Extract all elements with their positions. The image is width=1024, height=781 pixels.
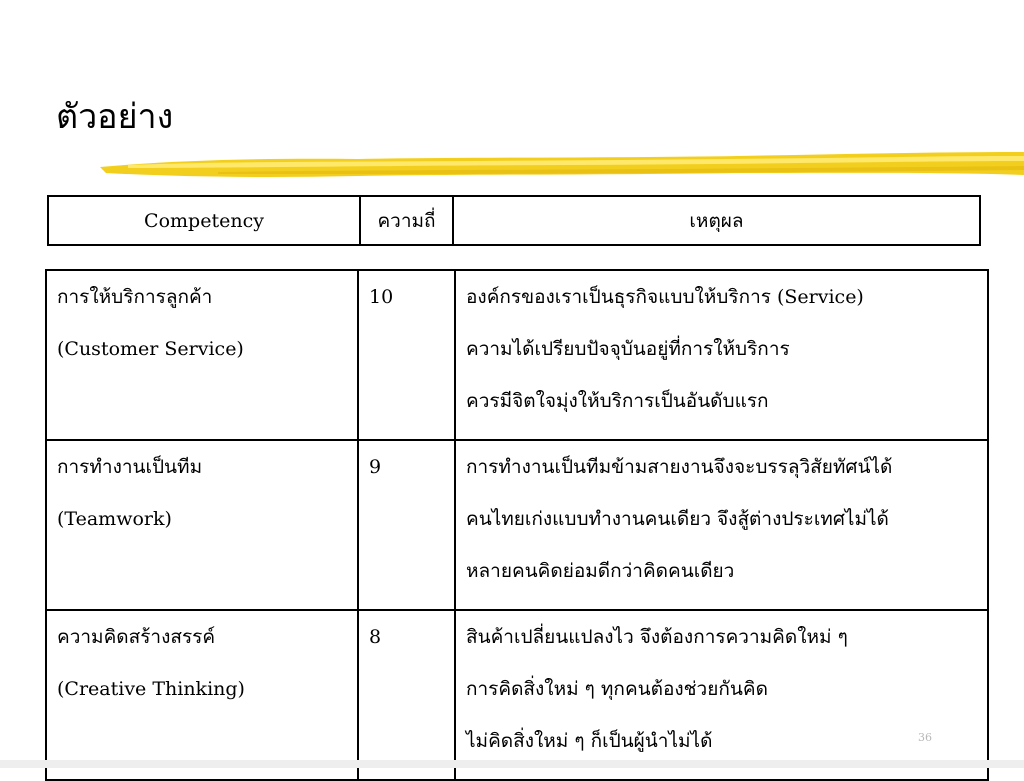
frequency-value: 10 bbox=[369, 286, 394, 308]
competency-cell bbox=[46, 610, 358, 780]
frequency-value: 9 bbox=[369, 456, 382, 478]
slide-title: ตัวอย่าง bbox=[56, 97, 174, 137]
reason-cell bbox=[455, 270, 988, 440]
reason-line: ความได้เปรียบปัจจุบันอยู่ที่การให้บริการ bbox=[466, 338, 790, 360]
table-row bbox=[46, 270, 988, 440]
reason-line: การทำงานเป็นทีมข้ามสายงานจึงจะบรรลุวิสัยทัศน์ได้ bbox=[466, 456, 893, 478]
frequency-cell bbox=[358, 440, 455, 610]
competency-cell bbox=[46, 270, 358, 440]
reason-line: ไม่คิดสิ่งใหม่ ๆ ก็เป็นผู้นำไม่ได้ bbox=[466, 730, 713, 752]
frequency-cell bbox=[358, 610, 455, 780]
competency-name-en: (Customer Service) bbox=[57, 338, 244, 360]
footer-band bbox=[0, 760, 1024, 768]
frequency-value: 8 bbox=[369, 626, 382, 648]
competency-name-en: (Teamwork) bbox=[57, 508, 172, 530]
reason-cell bbox=[455, 610, 988, 780]
yellow-brush-stroke-divider bbox=[98, 148, 1024, 188]
competency-table bbox=[45, 269, 989, 781]
reason-line: การคิดสิ่งใหม่ ๆ ทุกคนต้องช่วยกันคิด bbox=[466, 678, 768, 700]
header-frequency: ความถี่ bbox=[360, 196, 453, 245]
table-row bbox=[46, 610, 988, 780]
reason-line: ควรมีจิตใจมุ่งให้บริการเป็นอันดับแรก bbox=[466, 390, 769, 412]
competency-cell bbox=[46, 440, 358, 610]
table-header bbox=[47, 195, 981, 246]
reason-line: องค์กรของเราเป็นธุรกิจแบบให้บริการ (Service) bbox=[466, 286, 864, 308]
frequency-cell bbox=[358, 270, 455, 440]
reason-line: หลายคนคิดย่อมดีกว่าคิดคนเดียว bbox=[466, 560, 735, 582]
header-reason: เหตุผล bbox=[453, 196, 980, 245]
competency-name: การทำงานเป็นทีม bbox=[57, 456, 203, 478]
reason-line: คนไทยเก่งแบบทำงานคนเดียว จึงสู้ต่างประเทศไม่ได้ bbox=[466, 508, 889, 530]
competency-name: ความคิดสร้างสรรค์ bbox=[57, 626, 216, 648]
table-row bbox=[46, 440, 988, 610]
header-competency: Competency bbox=[48, 196, 360, 245]
competency-name-en: (Creative Thinking) bbox=[57, 678, 245, 700]
reason-line: สินค้าเปลี่ยนแปลงไว จึงต้องการความคิดใหม่ ๆ bbox=[466, 626, 848, 648]
reason-cell bbox=[455, 440, 988, 610]
header-row bbox=[48, 196, 980, 245]
page-number: 36 bbox=[918, 731, 932, 744]
competency-name: การให้บริการลูกค้า bbox=[57, 286, 213, 308]
